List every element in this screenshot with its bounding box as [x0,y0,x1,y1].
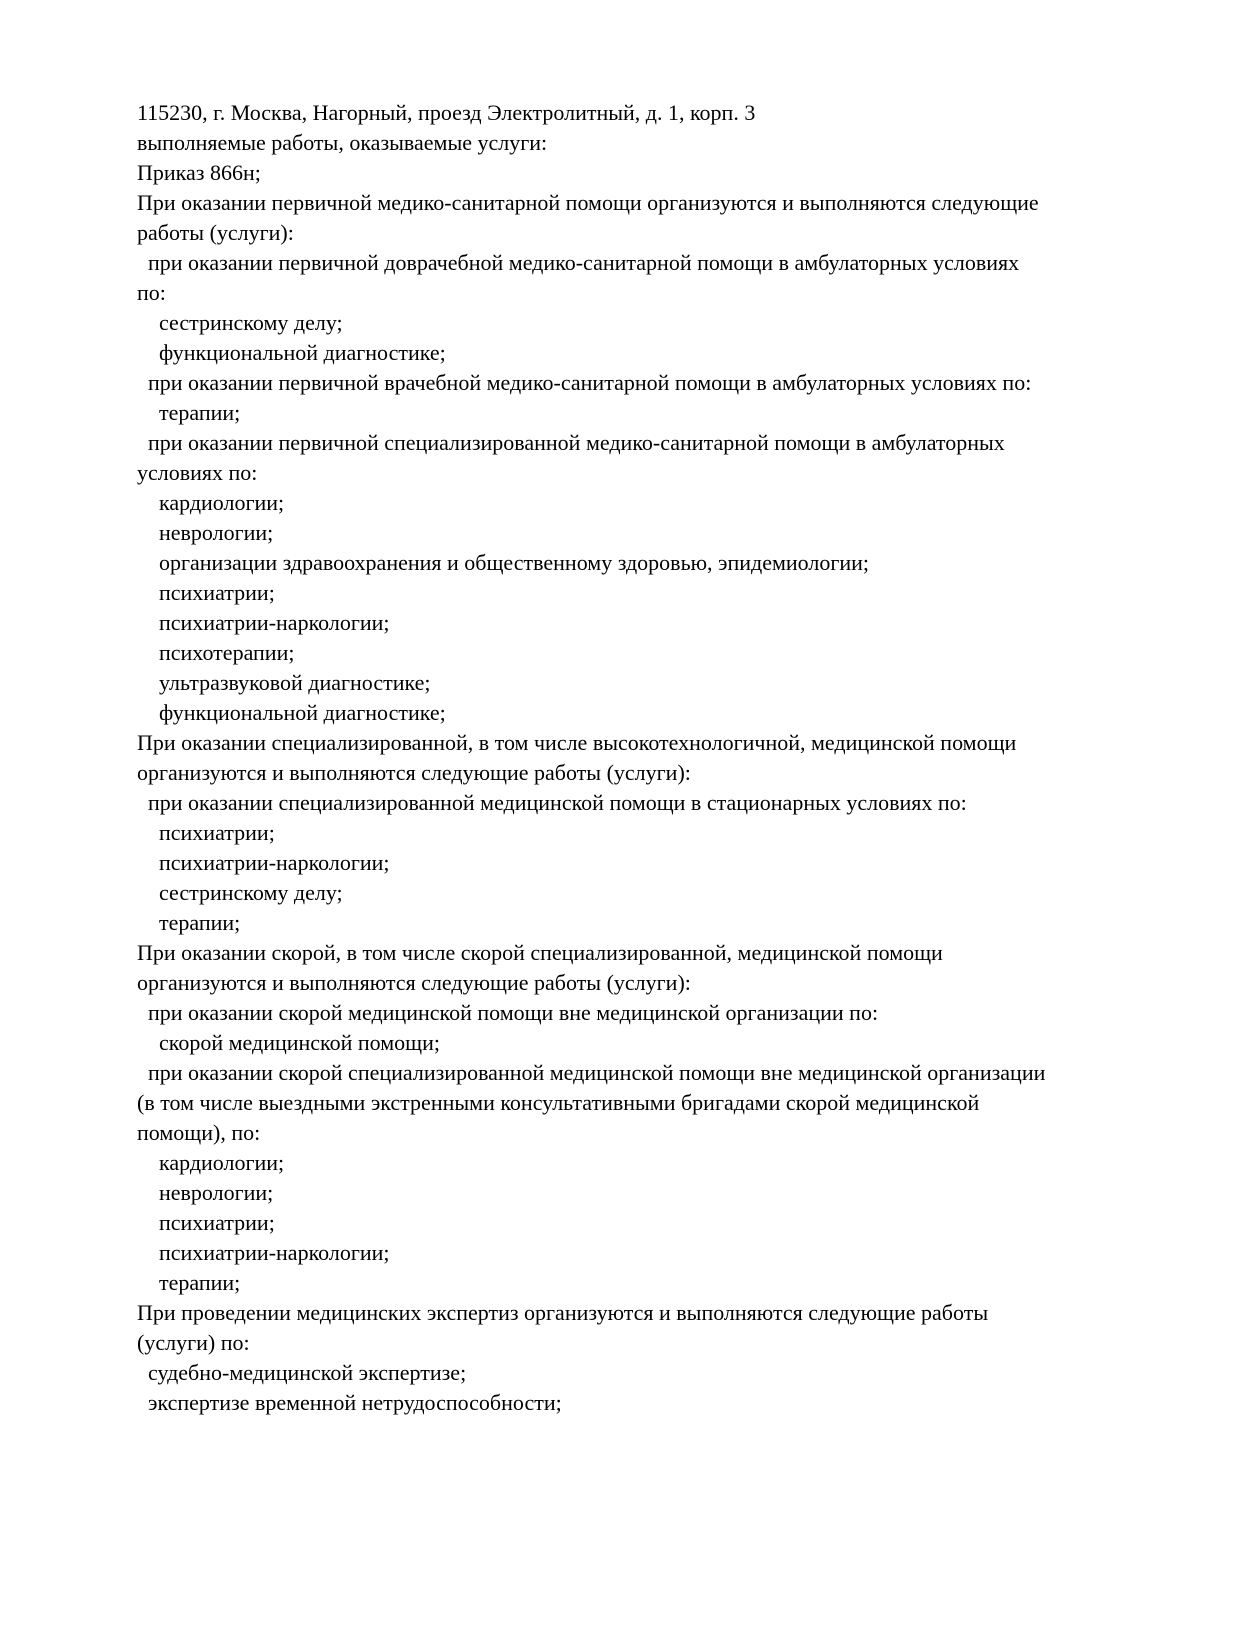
text-line: психиатрии-наркологии; [159,850,390,875]
text-line: психотерапии; [159,640,295,665]
text-line: кардиологии; [159,1150,285,1175]
text-line: функциональной диагностике; [159,700,446,725]
text-line: 115230, г. Москва, Нагорный, проезд Электролитный, д. 1, корп. 3 [137,100,756,125]
text-line: При проведении медицинских экспертиз организуются и выполняются следующие работы [137,1300,989,1325]
text-line: сестринскому делу; [159,880,343,905]
text-line: при оказании первичной доврачебной медико-санитарной помощи в амбулаторных условиях [148,250,1020,275]
text-line: организации здравоохранения и общественному здоровью, эпидемиологии; [159,550,870,575]
text-line: выполняемые работы, оказываемые услуги: [137,130,548,155]
text-line: организуются и выполняются следующие работы (услуги): [137,970,691,995]
text-line: неврологии; [159,1180,274,1205]
text-line: Приказ 866н; [137,160,261,185]
text-line: психиатрии; [159,1210,275,1235]
text-line: (в том числе выездными экстренными консультативными бригадами скорой медицинской [137,1090,980,1115]
text-line: при оказании скорой специализированной медицинской помощи вне медицинской организации [148,1060,1046,1085]
text-line: При оказании скорой, в том числе скорой специализированной, медицинской помощи [137,940,943,965]
text-line: ультразвуковой диагностике; [159,670,431,695]
text-line: терапии; [159,400,241,425]
text-line: неврологии; [159,520,274,545]
text-line: терапии; [159,1270,241,1295]
text-line: по: [137,280,166,305]
text-line: работы (услуги): [137,220,294,245]
text-line: психиатрии-наркологии; [159,1240,390,1265]
text-line: при оказании первичной специализированной медико-санитарной помощи в амбулаторных [148,430,1005,455]
text-line: психиатрии; [159,580,275,605]
text-line: помощи), по: [137,1120,261,1145]
text-line: При оказании первичной медико-санитарной помощи организуются и выполняются следующие [137,190,1039,215]
text-line: психиатрии; [159,820,275,845]
text-line: кардиологии; [159,490,285,515]
text-line: экспертизе временной нетрудоспособности; [148,1390,562,1415]
text-line: судебно-медицинской экспертизе; [148,1360,467,1385]
text-line: терапии; [159,910,241,935]
text-line: организуются и выполняются следующие работы (услуги): [137,760,691,785]
text-line: скорой медицинской помощи; [159,1030,441,1055]
text-line: сестринскому делу; [159,310,343,335]
text-line: При оказании специализированной, в том числе высокотехнологичной, медицинской помощи [137,730,1017,755]
text-line: психиатрии-наркологии; [159,610,390,635]
text-line: (услуги) по: [137,1330,250,1355]
text-line: условиях по: [137,460,258,485]
text-line: при оказании скорой медицинской помощи вне медицинской организации по: [148,1000,879,1025]
text-line: при оказании специализированной медицинской помощи в стационарных условиях по: [148,790,967,815]
text-line: функциональной диагностике; [159,340,446,365]
document-text-block [137,98,1140,1418]
text-line: при оказании первичной врачебной медико-санитарной помощи в амбулаторных условиях по: [148,370,1032,395]
